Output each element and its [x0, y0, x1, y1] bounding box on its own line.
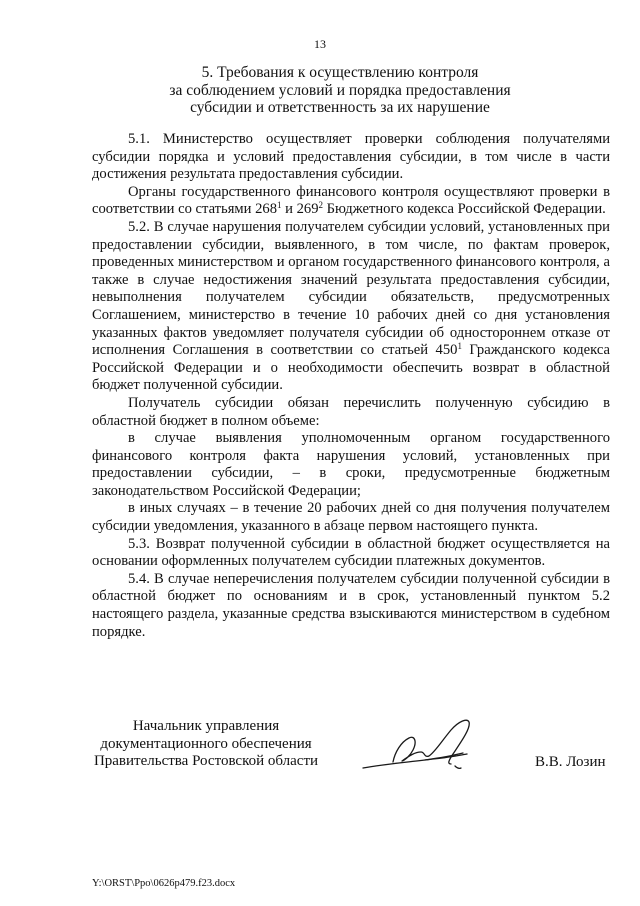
signatory-position-line: Правительства Ростовской области	[93, 753, 319, 769]
signatory-name: В.В. Лозин	[535, 754, 606, 770]
paragraph-text: 5.2. В случае нарушения получателем субсидии условий, установленных при предоставлении субсидии, выявленного, в том числе, по фактам проверок, проведенных министерством и органом государственного финансового контроля, а также в случае недостижения значений результата предоставления субсидии, невыполнения получателем субсидии обязательств, предусмотренных Соглашением, министерство в течение 10 рабочих дней со дня установления указанных фактов уведомляет получателя субсидии об одностороннем отказе от исполнения Соглашения в соответствии со статьей 450	[92, 218, 610, 359]
signatory-position	[86, 718, 326, 771]
paragraph-5-2	[92, 219, 610, 395]
paragraph-text: и 269	[281, 201, 319, 218]
paragraph-text: Органы государственного финансового контроля осуществляют проверки в соответствии со статьями 268	[92, 183, 610, 218]
document-body	[92, 131, 610, 641]
page-number: 13	[314, 37, 326, 51]
paragraph-case-other: в иных случаях – в течение 20 рабочих дней со дня получения получателем субсидии уведомления, указанного в абзаце первом настоящего пункта.	[92, 500, 610, 535]
section-title-line: за соблюдением условий и порядка предоставления	[169, 81, 511, 99]
paragraph-text: Бюджетного кодекса Российской Федерации.	[323, 201, 606, 218]
superscript: 1	[457, 341, 462, 352]
section-title	[0, 64, 640, 117]
paragraph-control-bodies	[92, 184, 610, 219]
handwritten-signature	[355, 712, 505, 782]
section-title-line: субсидии и ответственность за их нарушение	[190, 99, 490, 116]
file-path-footer: Y:\ORST\Ppo\0626p479.f23.docx	[92, 878, 236, 889]
signatory-position-line: Начальник управления	[132, 718, 280, 734]
paragraph-obligation: Получатель субсидии обязан перечислить полученную субсидию в областной бюджет в полном объеме:	[92, 394, 610, 429]
paragraph-case-violation: в случае выявления уполномоченным органом государственного финансового контроля факта нарушения условий, установленных при предоставлении субсидии, – в сроки, предусмотренные бюджетным законодательством Российской Федерации;	[92, 430, 610, 499]
signatory-position-line: документационного обеспечения	[100, 735, 312, 752]
superscript: 1	[277, 200, 282, 211]
paragraph-text: Гражданского кодекса Российской Федерации и о необходимости обеспечить возврат в областной бюджет полученной субсидии.	[92, 342, 610, 394]
section-title-line: 5. Требования к осуществлению контроля	[201, 64, 479, 81]
paragraph-5-4: 5.4. В случае неперечисления получателем субсидии полученной субсидии в областной бюджет по основаниям и в срок, установленный пунктом 5.2 настоящего раздела, указанные средства взыскиваются министерством в судебном порядке.	[92, 570, 610, 640]
paragraph-5-3: 5.3. Возврат полученной субсидии в областной бюджет осуществляется на основании оформленных получателем субсидии платежных документов.	[92, 535, 610, 570]
paragraph-5-1: 5.1. Министерство осуществляет проверки соблюдения получателями субсидии порядка и условий предоставления субсидии, в том числе в части достижения результата предоставления субсидии.	[92, 131, 610, 183]
superscript: 2	[318, 200, 323, 211]
